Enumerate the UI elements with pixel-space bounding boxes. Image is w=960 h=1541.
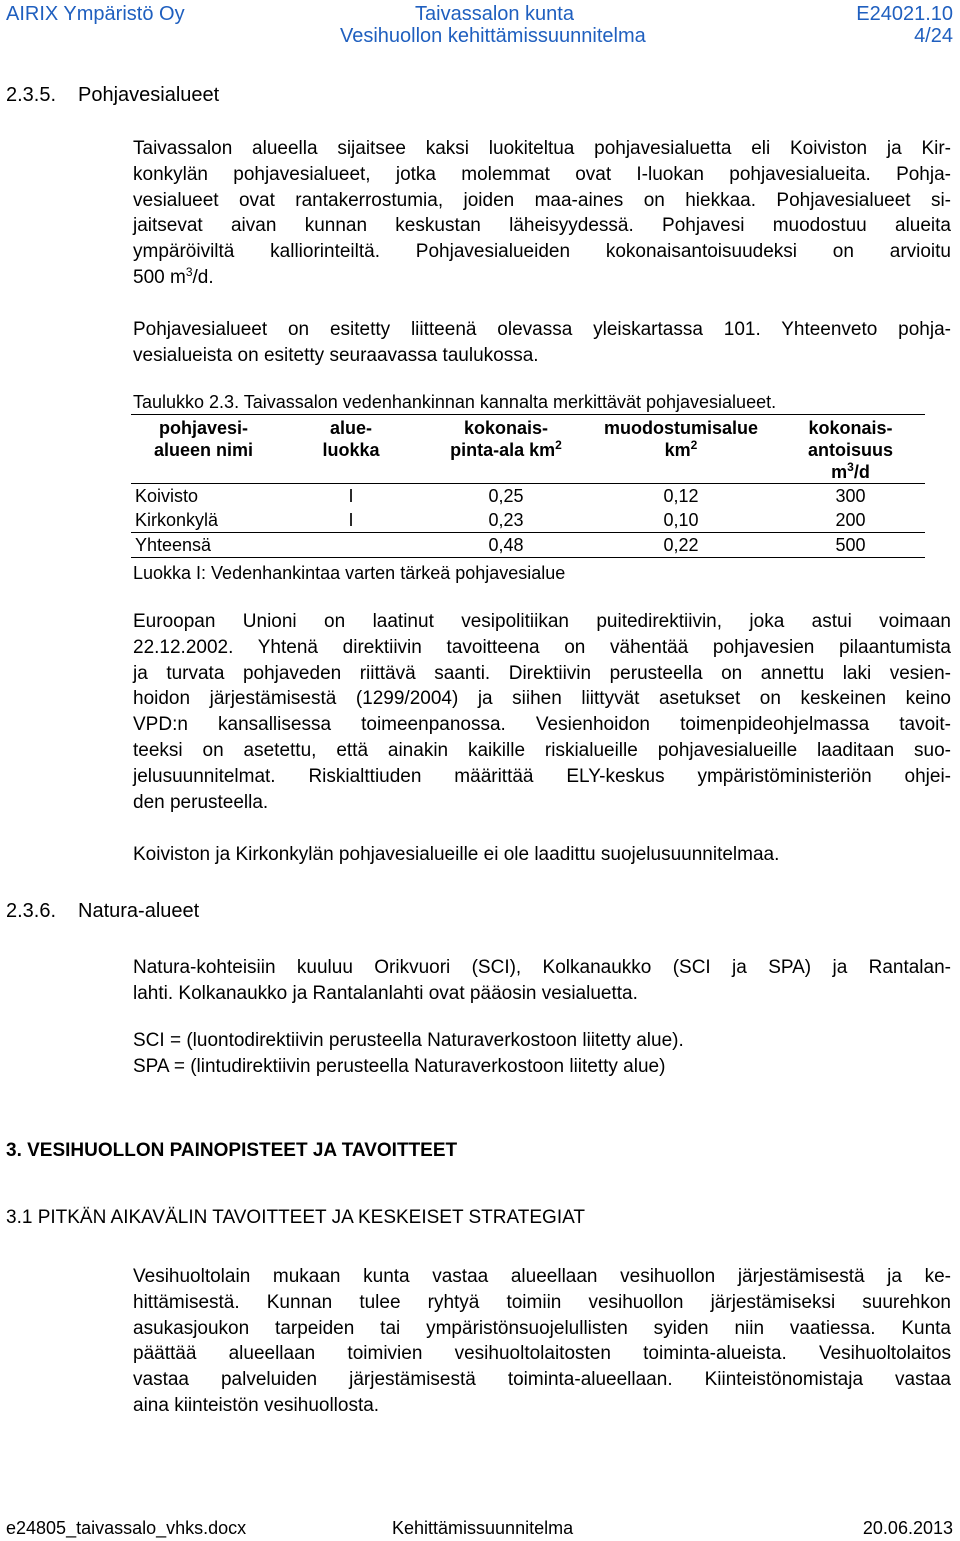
cell-yield: 200	[835, 509, 866, 530]
text-line-yield: 500 $m^3/d$.	[133, 264, 214, 288]
footer-date: 20.06.2013	[862, 1518, 953, 1538]
cell-area: 0,23	[488, 509, 524, 530]
text-line: päättää alueellaan toimivien vesihuoltolaitosten toiminta-alueista. Vesihuoltolaitos	[133, 1343, 951, 1365]
text-line: vesialueista on esitetty seuraavassa taulukossa.	[133, 344, 539, 366]
text-line: SCI = (luontodirektiivin perusteella Naturaverkostoon liitetty alue).	[133, 1030, 684, 1051]
header-client: Taivassalon kunta	[415, 3, 574, 25]
cell-area: 0,25	[488, 485, 524, 506]
text-line: teeksi on asetettu, että ainakin kaikille riskialueille pohjavesialueille laaditaan suo-	[133, 739, 951, 761]
table-caption: Taulukko 2.3. Taivassalon vedenhankinnan kannalta merkittävät pohjavesialueet.	[133, 392, 777, 412]
cell-total-label: Yhteensä	[131, 533, 276, 558]
text-line: den perusteella.	[133, 791, 269, 813]
cell-yield: 300	[835, 485, 866, 506]
table-total-row	[131, 533, 925, 558]
text-line: vastaa palveluiden järjestämisestä toiminta-alueellaan. Kiinteistönomistaja vastaa	[133, 1369, 951, 1391]
footer-title: Kehittämissuunnitelma	[392, 1518, 574, 1538]
section-number-2-3-5: 2.3.5.	[6, 84, 57, 106]
table-row	[131, 508, 925, 533]
text-line: konkylän pohjavesialueet, jotka molemmat ovat I-luokan pohjavesialueita. Pohja-	[133, 163, 951, 185]
paragraph-eu-directive	[133, 609, 951, 815]
footer-filename: e24805_taivassalo_vhks.docx	[6, 1518, 247, 1538]
text-line: ja turvata pohjaveden riittävä saanti. Direktiivin perusteella on annettu laki vesien-	[133, 662, 951, 684]
cell-name: Kirkonkylä	[135, 509, 219, 530]
text-line: SPA = (lintudirektiivin perusteella Naturaverkostoon liitetty alue)	[133, 1055, 666, 1077]
section-number-2-3-6: 2.3.6.	[6, 900, 57, 922]
cell-formation: 0,10	[663, 509, 699, 530]
text-line: Vesihuoltolain mukaan kunta vastaa alueellaan vesihuollon järjestämisestä ja ke-	[133, 1266, 951, 1287]
cell-name: Koivisto	[135, 485, 199, 506]
text-line: ympäröiviltä kalliorinteiltä. Pohjavesialueiden kokonaisantoisuudeksi on arvioitu	[133, 241, 951, 263]
text-line: Taivassalon alueella sijaitsee kaksi luokiteltua pohjavesialuetta eli Koiviston ja Kir-	[133, 138, 951, 159]
paragraph-water-services-law	[133, 1264, 951, 1419]
cell-total-area: 0,48	[426, 533, 586, 558]
heading-chapter-3: 3. VESIHUOLLON PAINOPISTEET JA TAVOITTEET	[6, 1140, 458, 1161]
table-note: Luokka I: Vedenhankintaa varten tärkeä pohjavesialue	[133, 563, 566, 583]
text-line: Koiviston ja Kirkonkylän pohjavesialueille ei ole laadittu suojelusuunnitelmaa.	[133, 844, 780, 865]
table-row	[131, 484, 925, 509]
text-line: vesialueet ovat rantakerrostumia, joiden maa-aines on hiekkaa. Pohjavesialueet si-	[133, 189, 951, 211]
paragraph-map-reference	[133, 317, 951, 369]
text-line: 22.12.2002. Yhtenä direktiivin tavoitteena on vähentää pohjavesien pilaantumista	[133, 636, 951, 658]
cell-class: I	[348, 485, 354, 506]
text-line: jaitsevat aivan kunnan keskustan läheisyydessä. Pohjavesi muodostuu alueita	[133, 215, 951, 237]
table-header-row	[131, 415, 925, 484]
cell-formation: 0,12	[663, 485, 699, 506]
cell-total-class	[276, 533, 426, 558]
header-area-name: pohjavesi- alueen nimi	[131, 415, 276, 484]
cell-class: I	[348, 509, 354, 530]
cell-total-formation: 0,22	[586, 533, 776, 558]
text-line: VPD:n kansallisessa toimeenpanossa. Vesienhoidon toimenpideohjelmassa tavoit-	[133, 714, 951, 736]
header-plan-title: Vesihuollon kehittämissuunnitelma	[340, 25, 646, 47]
text-line: Euroopan Unioni on laatinut vesipolitiikan puitedirektiivin, joka astui voimaan	[133, 611, 951, 632]
text-line: hoidon järjestämisestä (1299/2004) ja siihen liittyvät asetukset on keskeinen keino	[133, 688, 951, 710]
text-line: Natura-kohteisiin kuuluu Orikvuori (SCI), Kolkanaukko (SCI ja SPA) ja Rantalan-	[133, 957, 951, 978]
section-title-pohjavesialueet: Pohjavesialueet	[78, 84, 220, 106]
text-line: hittämisestä. Kunnan tulee ryhtyä toimiin vesihuollon järjestämiseksi suurehkon	[133, 1291, 951, 1313]
paragraph-pohjavesialueet-intro	[133, 136, 951, 291]
text-line: jelusuunnitelmat. Riskialttiuden määrittää ELY-keskus ympäristöministeriön ohjei-	[133, 765, 951, 787]
text-line: lahti. Kolkanaukko ja Rantalanlahti ovat pääosin vesialuetta.	[133, 982, 638, 1004]
groundwater-table	[131, 414, 925, 558]
text-line: asukasjoukon tarpeiden tai ympäristönsuojelullisten syiden niin vaatiessa. Kunta	[133, 1317, 951, 1339]
header-page-number: 4/24	[914, 25, 953, 47]
cell-total-yield: 500	[776, 533, 925, 558]
header-doc-code: E24021.10	[856, 3, 953, 25]
header-total-area: kokonais- pinta-ala $km^2$	[426, 415, 586, 484]
header-formation-area: muodostumisalue $km^2$	[586, 415, 776, 484]
text-line: aina kiinteistön vesihuollosta.	[133, 1394, 380, 1416]
paragraph-protection-plan	[133, 842, 951, 868]
section-title-natura: Natura-alueet	[78, 900, 200, 922]
paragraph-natura-sites	[133, 955, 951, 1007]
header-total-yield: kokonais- antoisuus $m^3/d$	[776, 415, 925, 484]
header-company: AIRIX Ympäristö Oy	[6, 3, 185, 25]
paragraph-abbreviations	[133, 1028, 951, 1080]
header-area-class: alue- luokka	[276, 415, 426, 484]
text-line: Pohjavesialueet on esitetty liitteenä olevassa yleiskartassa 101. Yhteenveto pohja-	[133, 319, 951, 340]
heading-section-3-1: 3.1 PITKÄN AIKAVÄLIN TAVOITTEET JA KESKEISET STRATEGIAT	[6, 1207, 585, 1228]
